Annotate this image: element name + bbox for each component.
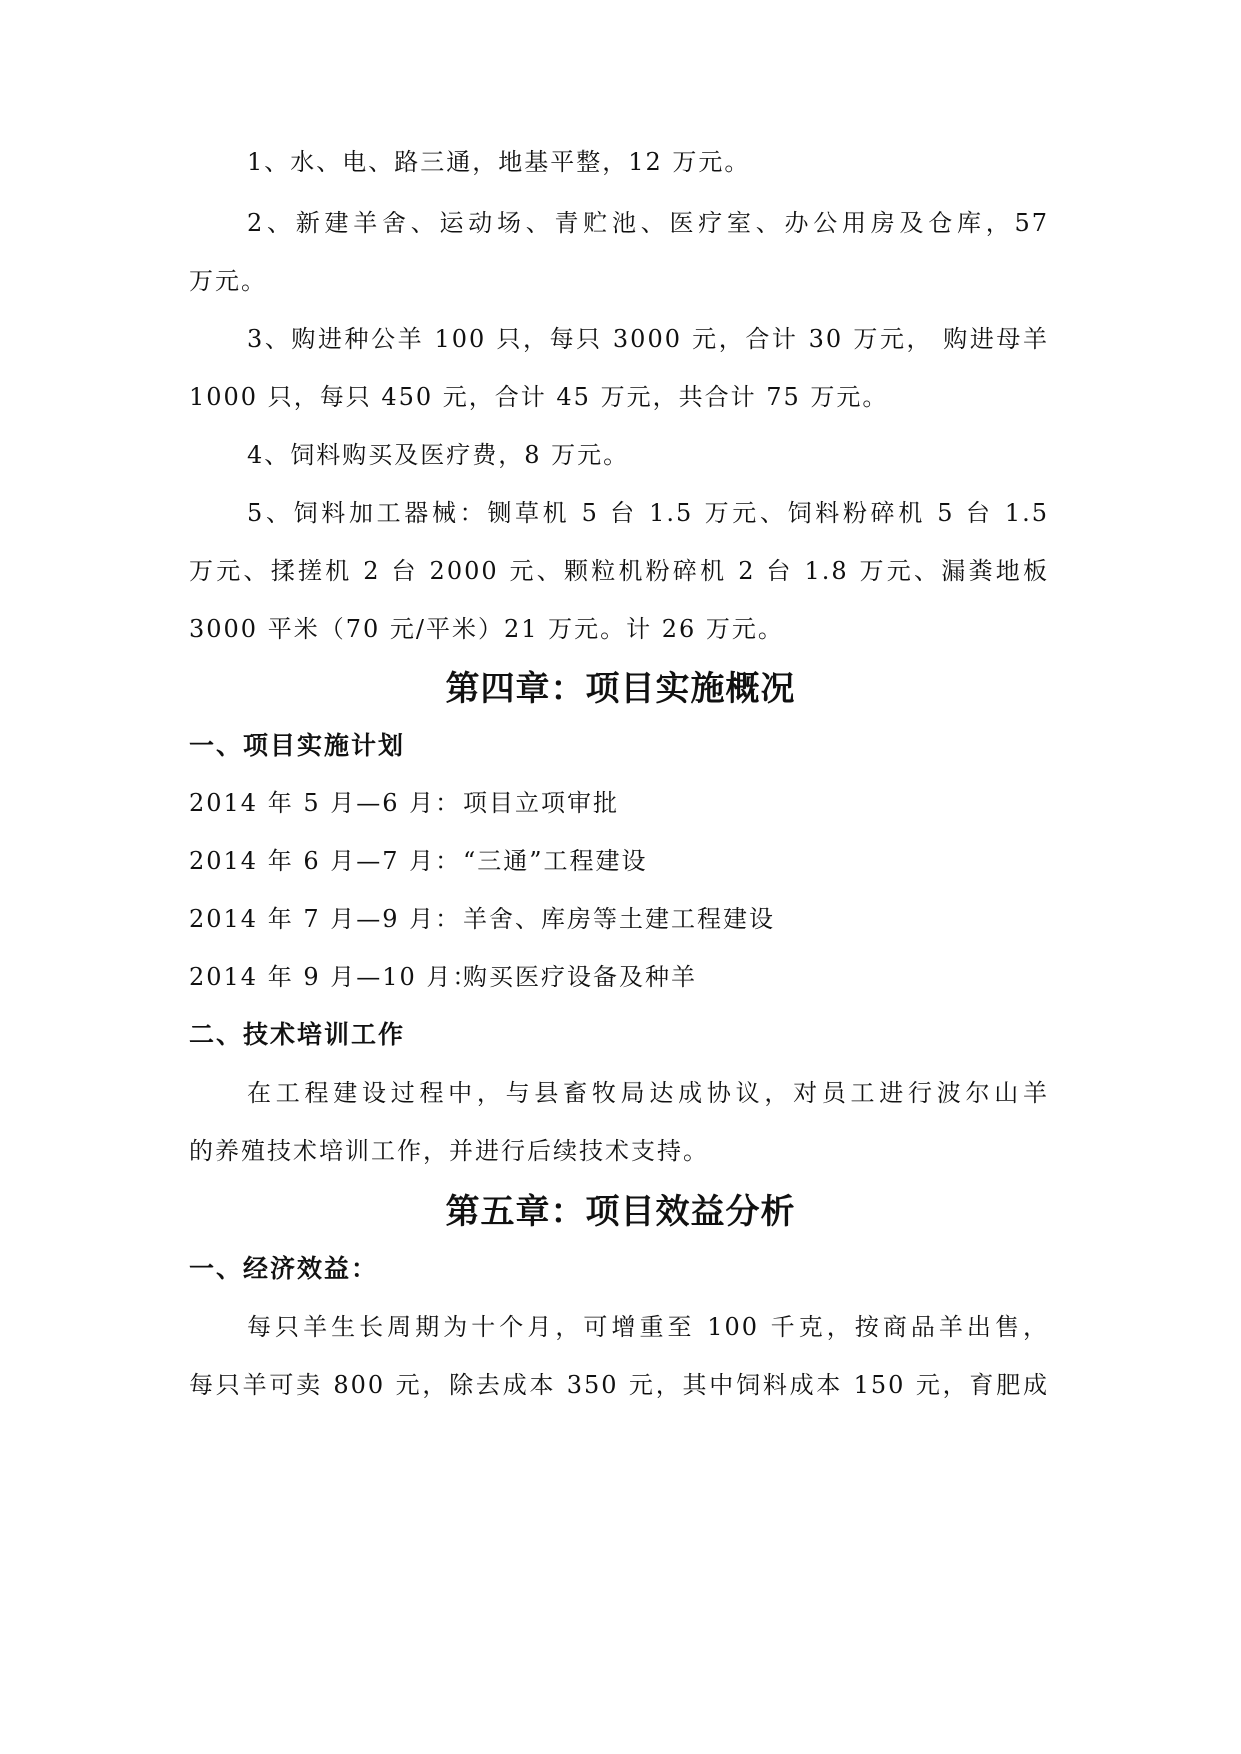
- section-implementation-plan-title: 一、项目实施计划: [189, 731, 406, 760]
- section-economic-benefit-title: 一、经济效益：: [189, 1254, 379, 1283]
- budget-item-3-line-2: 1000 只，每只 450 元，合计 45 万元，共合计 75 万元。: [189, 383, 889, 411]
- budget-item-5-line-2: 万元、揉搓机 2 台 2000 元、颗粒机粉碎机 2 台 1.8 万元、漏粪地板: [189, 557, 1049, 585]
- plan-task: “三通”工程建设: [463, 847, 648, 875]
- chapter-5-title: 第五章：项目效益分析: [445, 1192, 796, 1232]
- plan-task: 项目立项审批: [463, 789, 619, 817]
- budget-item-5-line-3: 3000 平米（70 元/平米）21 万元。计 26 万元。: [189, 615, 784, 643]
- training-paragraph-line-1: 在工程建设过程中，与县畜牧局达成协议，对员工进行波尔山羊: [247, 1079, 1049, 1107]
- plan-date: 2014 年 5 月—6 月：: [189, 789, 462, 817]
- plan-task: 购买医疗设备及种羊: [463, 963, 697, 991]
- plan-date: 2014 年 7 月—9 月：: [189, 905, 462, 933]
- section-technical-training-title: 二、技术培训工作: [189, 1020, 406, 1049]
- budget-item-3-line-1: 3、购进种公羊 100 只，每只 3000 元，合计 30 万元， 购进母羊: [247, 325, 1049, 353]
- plan-task: 羊舍、库房等土建工程建设: [463, 905, 775, 933]
- budget-item-2-line-2: 万元。: [189, 267, 267, 295]
- plan-row: [189, 960, 1049, 994]
- budget-item-2-line-1: 2、新建羊舍、运动场、青贮池、医疗室、办公用房及仓库，57: [247, 209, 1049, 237]
- economic-paragraph-line-2: 每只羊可卖 800 元，除去成本 350 元，其中饲料成本 150 元，育肥成: [189, 1371, 1049, 1399]
- plan-date: 2014 年 9 月—10 月：: [189, 963, 479, 991]
- plan-row: [189, 786, 1049, 820]
- plan-date: 2014 年 6 月—7 月：: [189, 847, 462, 875]
- budget-item-1: 1、水、电、路三通，地基平整，12 万元。: [247, 148, 751, 176]
- budget-item-5-line-1: 5、饲料加工器械：铡草机 5 台 1.5 万元、饲料粉碎机 5 台 1.5: [247, 499, 1049, 527]
- budget-item-4: 4、饲料购买及医疗费，8 万元。: [247, 441, 630, 469]
- economic-paragraph-line-1: 每只羊生长周期为十个月，可增重至 100 千克，按商品羊出售，: [247, 1313, 1049, 1341]
- plan-row: [189, 844, 1049, 878]
- training-paragraph-line-2: 的养殖技术培训工作，并进行后续技术支持。: [189, 1137, 709, 1165]
- plan-row: [189, 902, 1049, 936]
- chapter-4-title: 第四章：项目实施概况: [445, 669, 796, 709]
